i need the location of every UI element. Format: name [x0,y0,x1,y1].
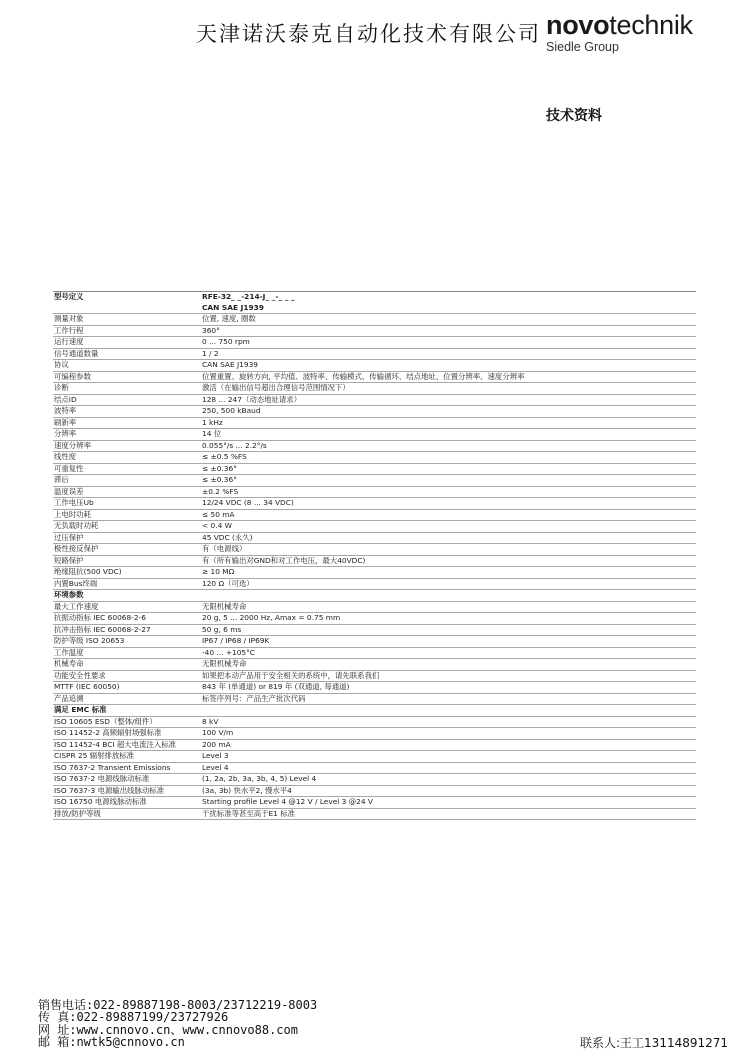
spec-label: 测量对象 [53,314,201,326]
spec-label: 过压保护 [53,532,201,544]
spec-value: RFE-32_ _-214-J_ _-_ _ _ [201,292,696,303]
table-row [53,624,696,636]
table-row [53,636,696,648]
table-row [53,303,696,314]
spec-label: ISO 16750 电源线脉动标准 [53,797,201,809]
spec-value: 120 Ω（可选） [201,578,696,590]
spec-value: 位置, 速度, 圈数 [201,314,696,326]
spec-value: Starting profile Level 4 @12 V / Level 3 @24 V [201,797,696,809]
spec-label: ISO 7637-2 电源线脉动标准 [53,774,201,786]
table-row [53,475,696,487]
spec-label: 机械寿命 [53,659,201,671]
table-row [53,670,696,682]
table-row [53,325,696,337]
spec-label: ISO 11452-4 BCI 超大电流注入标准 [53,739,201,751]
spec-value: 14 位 [201,429,696,441]
contact-info [38,999,317,1049]
spec-value: 无限机械寿命 [201,659,696,671]
spec-value: 有（所有输出对GND和对工作电压，最大40VDC) [201,555,696,567]
table-row [53,797,696,809]
table-row [53,785,696,797]
table-row [53,590,696,602]
spec-value: ≤ ±0.5 %FS [201,452,696,464]
contact-person: 联系人:王工13114891271 [580,1036,729,1050]
brand-wordmark [546,10,693,40]
website: 网 址:www.cnnovo.cn、www.cnnovo88.com [38,1022,298,1037]
table-row [53,613,696,625]
spec-value [201,705,696,717]
table-row [53,337,696,349]
spec-value: ≤ ±0.36° [201,463,696,475]
spec-label: 抗冲击指标 IEC 60068-2-27 [53,624,201,636]
table-row [53,601,696,613]
table-row [53,682,696,694]
spec-label: 运行速度 [53,337,201,349]
spec-label: 防护等级 ISO 20653 [53,636,201,648]
table-row [53,383,696,395]
table-row [53,739,696,751]
spec-label: 满足 EMC 标准 [53,705,201,717]
spec-value: 250, 500 kBaud [201,406,696,418]
spec-value: IP67 / IP68 / IP69K [201,636,696,648]
spec-label: 信号通道数量 [53,348,201,360]
spec-label: 抗振动指标 IEC 60068-2-6 [53,613,201,625]
table-row [53,521,696,533]
spec-value: CAN SAE J1939 [201,360,696,372]
spec-value: Level 3 [201,751,696,763]
table-row [53,348,696,360]
spec-value: 20 g, 5 ... 2000 Hz, Amax = 0.75 mm [201,613,696,625]
spec-value: 有（电源线） [201,544,696,556]
spec-label: 绝缘阻抗(500 VDC) [53,567,201,579]
table-row [53,314,696,326]
spec-value: ±0.2 %FS [201,486,696,498]
spec-value: 激活（在输出信号超出合理信号范围情况下） [201,383,696,395]
table-row [53,429,696,441]
spec-label: ISO 7637-2 Transient Emissions [53,762,201,774]
table-row [53,394,696,406]
spec-value: 0.055°/s ... 2.2°/s [201,440,696,452]
table-row [53,705,696,717]
spec-label: 刷新率 [53,417,201,429]
table-row [53,716,696,728]
fax-number: 传 真:022-89887199/23727926 [38,1010,229,1025]
spec-label: 型号定义 [53,292,201,303]
spec-label: 分辨率 [53,429,201,441]
spec-value: 0 ... 750 rpm [201,337,696,349]
table-row [53,751,696,763]
spec-label: 速度分辨率 [53,440,201,452]
spec-label: 排放/防护等级 [53,808,201,820]
brand-logo [546,10,693,54]
spec-label: 结点ID [53,394,201,406]
spec-table [53,291,696,820]
spec-value: 100 V/m [201,728,696,740]
spec-label: 线性度 [53,452,201,464]
spec-value: 1 / 2 [201,348,696,360]
spec-value: 干扰标准等甚至高于E1 标准 [201,808,696,820]
spec-value: 200 mA [201,739,696,751]
spec-label: 诊断 [53,383,201,395]
table-row [53,774,696,786]
table-row [53,486,696,498]
spec-value: 843 年 (单通道) or 819 年 (双通道, 每通道) [201,682,696,694]
table-row [53,417,696,429]
table-row [53,532,696,544]
spec-label: ISO 11452-2 高频辐射场强标准 [53,728,201,740]
table-row [53,659,696,671]
table-row [53,452,696,464]
table-row [53,463,696,475]
spec-label: 极性接反保护 [53,544,201,556]
spec-value: 45 VDC (永久) [201,532,696,544]
spec-label: 内置Bus终端 [53,578,201,590]
table-row [53,808,696,820]
spec-value: ≤ 50 mA [201,509,696,521]
spec-value: 128 ... 247（动态地址请求） [201,394,696,406]
spec-label: 功能安全性要求 [53,670,201,682]
spec-value: 如果把本动产品用于安全相关的系统中，请先联系我们 [201,670,696,682]
spec-label [53,303,201,314]
table-row [53,578,696,590]
spec-value: 位置重置、旋转方向, 平均值、波特率、传输模式、传输循环、结点地址、位置分辨率、速度分辨率 [201,371,696,383]
table-row [53,371,696,383]
spec-value: 50 g, 6 ms [201,624,696,636]
table-row [53,498,696,510]
brand-wordmark-bold: novo [546,10,610,40]
brand-wordmark-light: technik [609,10,693,40]
spec-value: Level 4 [201,762,696,774]
spec-value: 标签序列号：产品生产批次代码 [201,693,696,705]
spec-label: MTTF (IEC 60050) [53,682,201,694]
company-name: 天津诺沃泰克自动化技术有限公司 [196,22,541,46]
table-row [53,292,696,303]
table-row [53,762,696,774]
table-row [53,693,696,705]
spec-value: ≥ 10 MΩ [201,567,696,579]
spec-value: (3a, 3b) 快水平2, 慢水平4 [201,785,696,797]
spec-label: 滞后 [53,475,201,487]
spec-value: -40 ... +105°C [201,647,696,659]
table-row [53,544,696,556]
table-row [53,555,696,567]
table-row [53,360,696,372]
brand-subtitle: Siedle Group [546,40,619,54]
spec-value: 12/24 VDC (8 ... 34 VDC) [201,498,696,510]
spec-label: 可编程参数 [53,371,201,383]
document-title: 技术资料 [546,108,602,124]
spec-label: 波特率 [53,406,201,418]
spec-label: CISPR 25 辐射排放标准 [53,751,201,763]
email: 邮 箱:nwtk5@cnnovo.cn [38,1035,185,1050]
spec-label: 产品追溯 [53,693,201,705]
table-row [53,728,696,740]
table-row [53,406,696,418]
spec-label: 可重复性 [53,463,201,475]
spec-value: 360° [201,325,696,337]
spec-label: 环境参数 [53,590,201,602]
sales-phone: 销售电话:022-89887198-8003/23712219-8003 [38,998,318,1012]
spec-label: 协议 [53,360,201,372]
spec-value: CAN SAE J1939 [201,303,696,314]
table-row [53,440,696,452]
spec-label: 短路保护 [53,555,201,567]
spec-label: 最大工作速度 [53,601,201,613]
spec-value: 8 kV [201,716,696,728]
spec-label: 工作电压Ub [53,498,201,510]
table-row [53,647,696,659]
table-row [53,567,696,579]
spec-value: 1 kHz [201,417,696,429]
spec-label: 无负载时功耗 [53,521,201,533]
spec-label: ISO 7637-3 电源输出线脉动标准 [53,785,201,797]
spec-table-body [53,292,696,820]
spec-label: ISO 10605 ESD（整体/组件） [53,716,201,728]
spec-label: 温度误差 [53,486,201,498]
spec-value: < 0.4 W [201,521,696,533]
spec-label: 工作温度 [53,647,201,659]
spec-value: 无限机械寿命 [201,601,696,613]
spec-value: (1, 2a, 2b, 3a, 3b, 4, 5) Level 4 [201,774,696,786]
spec-label: 上电时功耗 [53,509,201,521]
spec-value [201,590,696,602]
spec-label: 工作行程 [53,325,201,337]
spec-value: ≤ ±0.36° [201,475,696,487]
table-row [53,509,696,521]
